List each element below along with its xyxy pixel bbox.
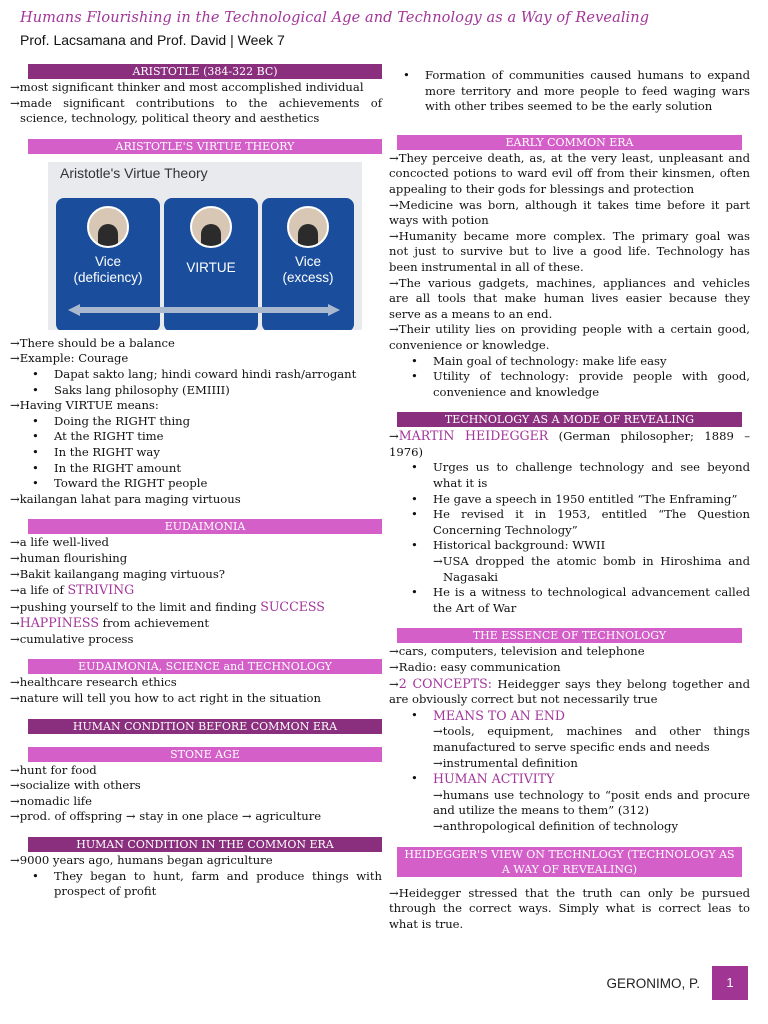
text-line: → The various gadgets, machines, appliances and vehicles are all tools that make human lives easier because they serve as a means to an end. bbox=[389, 276, 750, 323]
person-avatar bbox=[190, 206, 232, 248]
card-label: Vice bbox=[294, 253, 322, 269]
common-era-list bbox=[10, 869, 382, 900]
list-item: • Historical background: WWII bbox=[433, 538, 750, 554]
list-item: • Formation of communities caused humans to expand more territory and more people to feed waging wars with other tribes seemed to be the early solution bbox=[425, 68, 750, 115]
text-line: → 9000 years ago, humans began agriculture bbox=[10, 853, 382, 869]
right-column bbox=[389, 68, 750, 932]
heidegger-list-continued bbox=[389, 585, 750, 616]
text-span: pushing yourself to the limit and finding bbox=[19, 599, 261, 614]
list-item bbox=[433, 708, 750, 725]
text-line: → kailangan lahat para maging virtuous bbox=[10, 492, 382, 508]
concepts-list-continued bbox=[389, 771, 750, 788]
list-item: • In the RIGHT amount bbox=[54, 461, 382, 477]
section-header-common-era: HUMAN CONDITION IN THE COMMON ERA bbox=[28, 837, 382, 852]
text-line: → instrumental definition bbox=[389, 756, 750, 772]
concept-title: HUMAN ACTIVITY bbox=[433, 771, 555, 787]
concepts-list bbox=[389, 708, 750, 725]
list-item: • He is a witness to technological advancement called the Art of War bbox=[433, 585, 750, 616]
text-line: → They perceive death, as, at the very least, unpleasant and concocted potions to ward evil off from their kinsmen, often appealing to their gods for blessings and protection bbox=[389, 151, 750, 198]
list-item: • He gave a speech in 1950 entitled “The Enframing” bbox=[433, 492, 750, 508]
text-line: → a life well-lived bbox=[10, 535, 382, 551]
page-subtitle: Prof. Lacsamana and Prof. David | Week 7 bbox=[20, 32, 285, 48]
text-line: → Bakit kailangang maging virtuous? bbox=[10, 567, 382, 583]
text-line: → anthropological definition of technology bbox=[389, 819, 750, 835]
person-avatar bbox=[87, 206, 129, 248]
text-span: a life of bbox=[19, 583, 68, 598]
text-line: → most significant thinker and most accomplished individual bbox=[10, 80, 382, 96]
section-header-stone-age: STONE AGE bbox=[28, 747, 382, 762]
section-header-early-common-era: EARLY COMMON ERA bbox=[397, 135, 742, 150]
text-line bbox=[389, 428, 750, 460]
text-line: → tools, equipment, machines and other things manufactured to serve specific ends and needs bbox=[389, 724, 750, 755]
card-label: Vice bbox=[94, 253, 122, 269]
text-line: → Radio: easy communication bbox=[389, 660, 750, 676]
page-number: 1 bbox=[712, 966, 748, 1000]
text-line: → Medicine was born, although it takes time before it part ways with potion bbox=[389, 198, 750, 229]
text-line: → made significant contributions to the achievements of science, technology, political theory and aesthetics bbox=[10, 96, 382, 127]
card-label: (excess) bbox=[282, 269, 334, 285]
emphasis-word: 2 CONCEPTS: bbox=[398, 675, 493, 691]
section-header-eudaimonia: EUDAIMONIA bbox=[28, 519, 382, 534]
section-header-mode-of-revealing: TECHNOLOGY AS A MODE OF REVEALING bbox=[397, 412, 742, 427]
text-line: → Example: Courage bbox=[10, 351, 382, 367]
text-line: → Having VIRTUE means: bbox=[10, 398, 382, 414]
card-label: (deficiency) bbox=[73, 269, 143, 285]
card-label: VIRTUE bbox=[186, 259, 236, 275]
image-title: Aristotle's Virtue Theory bbox=[60, 164, 208, 181]
example-list bbox=[10, 367, 382, 398]
list-item bbox=[433, 771, 750, 788]
section-header-before-common-era: HUMAN CONDITION BEFORE COMMON ERA bbox=[28, 719, 382, 734]
list-item: • Saks lang philosophy (EMIIII) bbox=[54, 383, 382, 399]
text-line: → human flourishing bbox=[10, 551, 382, 567]
list-item: • Main goal of technology: make life easy bbox=[433, 354, 750, 370]
emphasis-word: STRIVING bbox=[67, 582, 135, 598]
section-header-virtue-theory: ARISTOTLE'S VIRTUE THEORY bbox=[28, 139, 382, 154]
text-line: → USA dropped the atomic bomb in Hiroshima and Nagasaki bbox=[389, 554, 750, 585]
page-title: Humans Flourishing in the Technological Age and Technology as a Way of Revealing bbox=[20, 10, 650, 26]
list-item: • Doing the RIGHT thing bbox=[54, 414, 382, 430]
text-line: → cars, computers, television and telephone bbox=[389, 644, 750, 660]
text-line: → There should be a balance bbox=[10, 336, 382, 352]
text-line: → humans use technology to “posit ends and procure and utilize the means to them” (312) bbox=[389, 788, 750, 819]
virtue-theory-image bbox=[48, 162, 362, 330]
text-line bbox=[10, 599, 382, 616]
text-line: → hunt for food bbox=[10, 763, 382, 779]
text-line: → Their utility lies on providing people with a certain good, convenience or knowledge. bbox=[389, 322, 750, 353]
emphasis-word: SUCCESS bbox=[260, 598, 325, 614]
emphasis-name: MARTIN HEIDEGGER bbox=[398, 428, 549, 444]
common-era-list-continued bbox=[389, 68, 750, 115]
text-line bbox=[10, 582, 382, 599]
text-span: (German philosopher; 1889 – 1976) bbox=[389, 429, 750, 459]
emphasis-word: HAPPINESS bbox=[19, 615, 99, 631]
heidegger-list bbox=[389, 460, 750, 554]
list-item: • Utility of technology: provide people with good, convenience and knowledge bbox=[433, 369, 750, 400]
text-line: → nature will tell you how to act right in the situation bbox=[10, 691, 382, 707]
section-header-eudaimonia-science-technology: EUDAIMONIA, SCIENCE and TECHNOLOGY bbox=[28, 659, 382, 674]
text-line: → cumulative process bbox=[10, 632, 382, 648]
text-line: → Humanity became more complex. The primary goal was not just to survive but to live a good life. Technology has been instrumental in all of these. bbox=[389, 229, 750, 276]
section-header-heidegger-view: HEIDEGGER'S VIEW ON TECHNLOGY (TECHNOLOGY AS A WAY OF REVEALING) bbox=[397, 847, 742, 877]
section-header-essence-of-technology: THE ESSENCE OF TECHNOLOGY bbox=[397, 628, 742, 643]
double-arrow-icon bbox=[68, 304, 340, 316]
text-line: → Heidegger stressed that the truth can only be pursued through the correct ways. Simply what is correct leas to what is true. bbox=[389, 886, 750, 933]
text-line bbox=[389, 676, 750, 708]
left-column bbox=[10, 64, 382, 900]
person-avatar bbox=[287, 206, 329, 248]
author-name: GERONIMO, P. bbox=[606, 976, 700, 991]
text-span: Heidegger says they belong together and are obviously correct but not necessarily true bbox=[389, 676, 750, 707]
list-item: • In the RIGHT way bbox=[54, 445, 382, 461]
text-line: → healthcare research ethics bbox=[10, 675, 382, 691]
virtue-means-list bbox=[10, 414, 382, 492]
section-header-aristotle: ARISTOTLE (384-322 BC) bbox=[28, 64, 382, 79]
list-item: • He revised it in 1953, entitled “The Question Concerning Technology” bbox=[433, 507, 750, 538]
concept-title: MEANS TO AN END bbox=[433, 707, 565, 723]
text-line: → socialize with others bbox=[10, 778, 382, 794]
list-item: • They began to hunt, farm and produce things with prospect of profit bbox=[54, 869, 382, 900]
list-item: • Dapat sakto lang; hindi coward hindi rash/arrogant bbox=[54, 367, 382, 383]
text-line bbox=[10, 615, 382, 632]
list-item: • Toward the RIGHT people bbox=[54, 476, 382, 492]
text-line: → nomadic life bbox=[10, 794, 382, 810]
text-span: from achievement bbox=[98, 616, 209, 631]
list-item: • At the RIGHT time bbox=[54, 429, 382, 445]
technology-goal-list bbox=[389, 354, 750, 401]
list-item: • Urges us to challenge technology and see beyond what it is bbox=[433, 460, 750, 491]
text-line: → prod. of offspring → stay in one place → agriculture bbox=[10, 809, 382, 825]
